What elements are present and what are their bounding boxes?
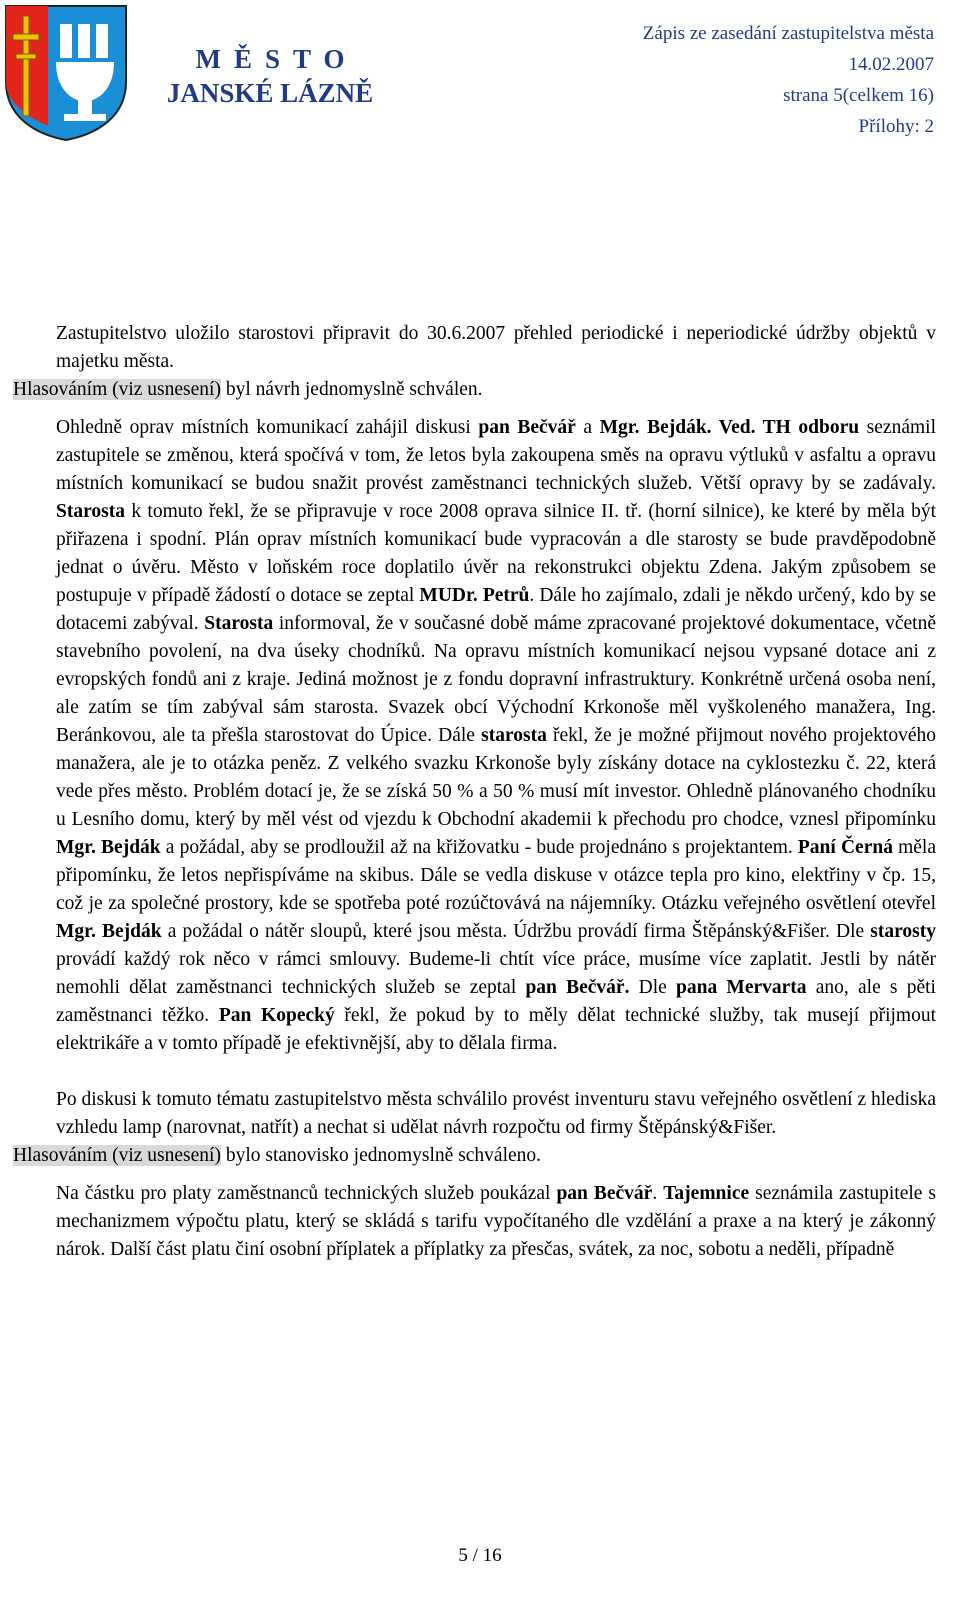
speaker-name: pan Bečvář. (525, 977, 630, 998)
town-name (140, 42, 400, 110)
speaker-name: pan Bečvář (556, 1183, 653, 1204)
page-number: 5 / 16 (458, 1545, 502, 1566)
text-run: Na částku pro platy zaměstnanců technických služeb poukázal (56, 1183, 557, 1204)
town-name-line1: MĚSTO (195, 44, 358, 74)
vote-result-2 (13, 1142, 936, 1170)
minutes-body (13, 320, 937, 1264)
document-title: Zápis ze zasedání zastupitelstva města (642, 23, 934, 44)
text-run: Dle (629, 977, 677, 998)
meeting-date: 14.02.2007 (848, 54, 934, 75)
speaker-name: pan Bečvář (478, 417, 576, 438)
text-run: řekl, že je možné přijmout nového projektového manažera, ale je to otázka peněz. Z velkého svazku Krkonoše byly získány dotace na cyklostezku č. 22, která vede přes město. Problém dotací je, že se získá 50 % a 50 % musí mít investor. Ohledně plánovaného chodníku u Lesního domu, který by měl vést od vjezdu k Obchodní akademii k přechodu pro chodce, vznesl připomínku (56, 725, 936, 830)
paragraph-maintenance-overview: Zastupitelstvo uložilo starostovi připravit do 30.6.2007 přehled periodické i neperiodické údržby objektů v majetku města. (56, 323, 936, 372)
text-run: seznámila zastupitele s mechanizmem výpočtu platu, který se skládá s tarifu vypočítaného dle vzdělání a praxe a na který je zákonný nárok. Další část platu činí osobní příplatek a příplatky za přesčas, svátek, za noc, sobotu a neděli, případně (56, 1183, 936, 1260)
text-run: Ohledně oprav místních komunikací zahájil diskusi (56, 417, 479, 438)
text-run: a požádal, aby se prodloužil až na křižovatku - bude projednáno s projektantem. (160, 837, 798, 858)
text-run: k tomuto řekl, že se připravuje v roce 2008 oprava silnice II. tř. (horní silnice), ke které by měla být přiřazena i spodní. Plán oprav místních komunikací bude vypracován a dle starosty se bude pravděpodobně jednat o úvěru. Město v loňském roce doplatilo úvěr na rekonstrukci objektu Zdena. Jakým způsobem se postupuje v případě žádostí o dotace se zeptal (56, 501, 936, 606)
document-header (643, 18, 934, 142)
text-run: a požádal o nátěr sloupů, které jsou města. Údržbu provádí firma Štěpánský&Fišer. Dle (161, 921, 871, 942)
speaker-name: starosty (870, 921, 936, 942)
speaker-name: Tajemnice (663, 1183, 750, 1204)
speaker-name: pana Mervarta (676, 977, 807, 998)
speaker-name: Pan Kopecký (218, 1005, 335, 1026)
speaker-name: Paní Černá (797, 837, 893, 858)
vote-text: bylo stanovisko jednomyslně schváleno. (220, 1145, 542, 1166)
paragraph-salaries (56, 1180, 936, 1264)
speaker-name: Mgr. Bejdák. Ved. TH odboru (599, 417, 860, 438)
vote-label: Hlasováním (viz usnesení) (13, 379, 221, 400)
attachments-count: Přílohy: 2 (858, 116, 934, 137)
vote-result-1 (13, 376, 936, 404)
page-info: strana 5(celkem 16) (783, 85, 934, 106)
speaker-name: Mgr. Bejdák (56, 837, 161, 858)
town-name-line2: JANSKÉ LÁZNĚ (166, 78, 374, 108)
speaker-name: Starosta (56, 501, 125, 522)
speaker-name: starosta (481, 725, 547, 746)
text-run: a (575, 417, 600, 438)
town-coat-of-arms (4, 4, 128, 142)
speaker-name: Mgr. Bejdák (56, 921, 162, 942)
text-run: informoval, že v současné době máme zpracované projektové dokumentace, včetně stavebního povolení, na dva úseky chodníků. Na opravu místních komunikací nejsou vypsané dotace ani z evropských fondů ani z kraje. Jediná možnost je z fondu dopravní infrastruktury. Konkrétně určená osoba není, ale zatím se tím zabýval sám starosta. Svazek obcí Východní Krkonoše měl vyškoleného manažera, Ing. Beránkovou, ale ta přešla starostovat do Úpice. Dále (56, 613, 936, 746)
speaker-name: Starosta (204, 613, 274, 634)
speaker-name: MUDr. Petrů (419, 585, 530, 606)
text-run: provádí každý rok něco v rámci smlouvy. Budeme-li chtít více práce, musíme více zaplatit. Jestli by nátěr nemohli dělat zaměstnanci technických služeb se zeptal (56, 949, 936, 998)
paragraph-lighting-decision: Po diskusi k tomuto tématu zastupitelstvo města schválilo provést inventuru stavu veřejného osvětlení z hlediska vzhledu lamp (narovnat, natřít) a nechat si udělat návrh rozpočtu od firmy Štěpánský&Fišer. (56, 1089, 936, 1138)
text-run: seznámil zastupitele se změnou, která spočívá v tom, že letos byla zakoupena směs na opravu výtluků v asfaltu a opravu místních komunikací se budou snažit provést zaměstnanci technických služeb. Větší opravy by se zadávaly. (56, 417, 936, 494)
text-run: . (652, 1183, 664, 1204)
vote-text: byl návrh jednomyslně schválen. (220, 379, 483, 400)
text-run: ano, ale s pěti zaměstnanci těžko. (56, 977, 936, 1026)
paragraph-road-repairs (56, 414, 936, 1058)
text-run: řekl, že pokud by to měly dělat technické služby, tak musejí přijmout elektrikáře a v tomto případě je efektivnější, aby to dělala firma. (56, 1005, 936, 1054)
text-run: měla připomínku, že letos nepřispíváme na skibus. Dále se vedla diskuse v otázce tepla pro kino, elektřiny v čp. 15, což je za společné prostory, kde se spotřeba poté rozúčtovává na nájemníky. Otázku veřejného osvětlení otevřel (56, 837, 936, 914)
vote-label: Hlasováním (viz usnesení) (13, 1145, 221, 1166)
text-run: . Dále ho zajímalo, zdali je někdo určený, kdo by se dotacemi zabýval. (56, 585, 937, 634)
